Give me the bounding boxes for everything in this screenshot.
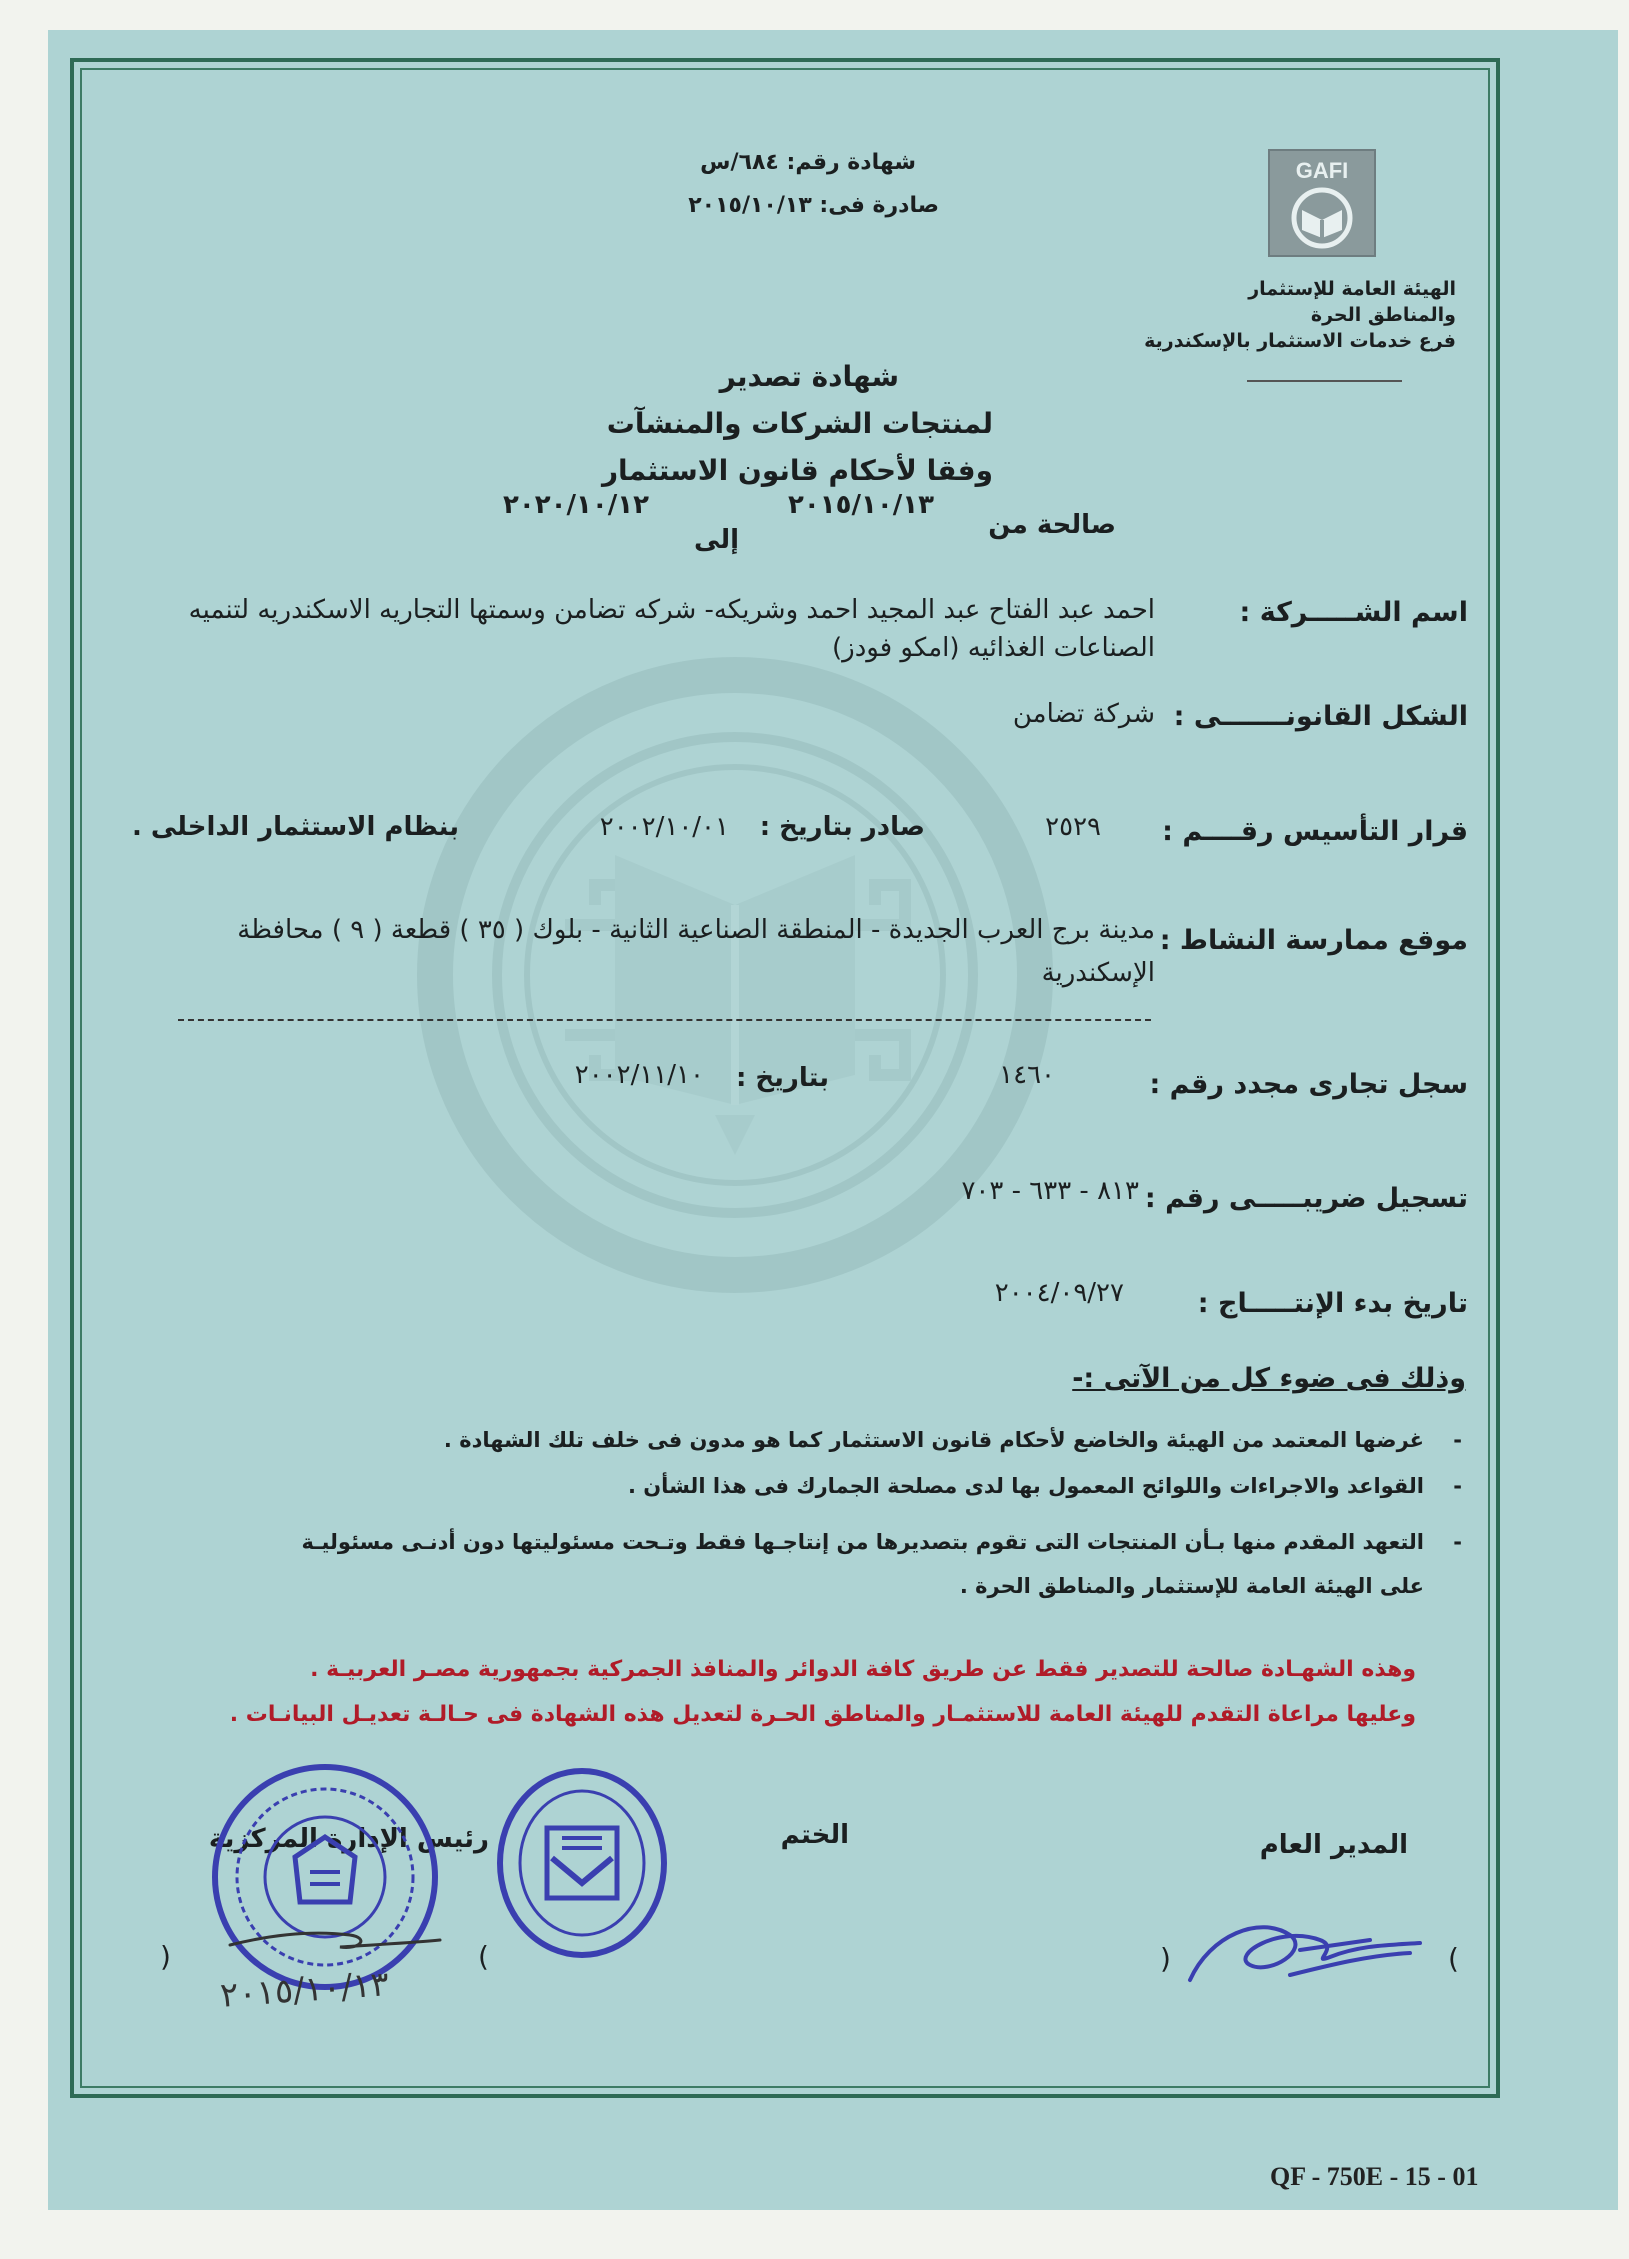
validity-to-date: ٢٠٢٠/١٠/١٢ xyxy=(503,490,649,520)
gm-signature-paren-left: ( xyxy=(1160,1942,1171,1975)
validity-from-date: ٢٠١٥/١٠/١٣ xyxy=(788,490,934,520)
gafi-logo xyxy=(1267,148,1377,258)
org-underline xyxy=(1247,380,1402,382)
investment-system: بنظام الاستثمار الداخلى . xyxy=(131,812,459,842)
certificate-subtitle: لمنتجات الشركات والمنشآت xyxy=(606,407,993,440)
official-stamp-icon xyxy=(492,1763,672,1963)
commercial-register-date-label: بتاريخ : xyxy=(735,1063,829,1093)
dashed-separator xyxy=(178,1019,1151,1021)
stamp-title: الختم xyxy=(780,1820,849,1850)
issue-date: صادرة فى: ٢٠١٥/١٠/١٣ xyxy=(688,193,939,218)
condition-bullet-1: - xyxy=(1453,1428,1462,1452)
commercial-register-date: ٢٠٠٢/١١/١٠ xyxy=(574,1060,704,1090)
tax-registration-number: ٨١٣ - ٦٣٣ - ٧٠٣ xyxy=(961,1176,1139,1206)
org-name-line1: الهيئة العامة للإستثمار xyxy=(1248,278,1456,300)
certificate-title: شهادة تصدير xyxy=(719,360,899,393)
certificate-law-reference: وفقا لأحكام قانون الاستثمار xyxy=(601,454,993,487)
conditions-heading: وذلك فى ضوء كل من الآتى :- xyxy=(1072,1363,1466,1394)
amendment-note: وعليها مراعاة التقدم للهيئة العامة للاستثمـار والمناطق الحـرة لتعديل هذه الشهادة فى حـالـة تعديـل البيانـات . xyxy=(229,1702,1416,1727)
watermark-seal-icon xyxy=(415,655,1055,1295)
validity-from-label: صالحة من xyxy=(988,510,1116,540)
condition-1: غرضها المعتمد من الهيئة والخاضع لأحكام قانون الاستثمار كما هو مدون فى خلف تلك الشهادة . xyxy=(443,1428,1424,1452)
establishment-date: ٢٠٠٢/١٠/٠١ xyxy=(599,812,729,842)
gafi-logo-text: GAFI xyxy=(1295,158,1349,183)
condition-3: التعهد المقدم منها بـأن المنتجات التى تقوم بتصديرها من إنتاجـها فقط وتـحت مسئوليتها دون أدنـى مسئوليـة xyxy=(301,1530,1424,1554)
legal-form-value: شركة تضامن xyxy=(1012,699,1155,729)
commercial-register-number: ١٤٦٠ xyxy=(999,1060,1055,1090)
central-admin-signature xyxy=(220,1905,450,1965)
handwritten-date: ٢٠١٥/١٠/١٣ xyxy=(218,1964,391,2016)
establishment-decision-label: قرار التأسيس رقــــم : xyxy=(1162,816,1468,847)
establishment-decision-number: ٢٥٢٩ xyxy=(1045,812,1101,842)
condition-3-cont: على الهيئة العامة للإستثمار والمناطق الحرة . xyxy=(959,1574,1424,1598)
general-manager-title: المدير العام xyxy=(1259,1830,1408,1860)
gm-signature-paren-right: ) xyxy=(1448,1942,1459,1975)
condition-bullet-2: - xyxy=(1453,1474,1462,1498)
tax-registration-label: تسجيل ضريبـــــى رقم : xyxy=(1144,1183,1468,1214)
org-name-line2: والمناطق الحرة xyxy=(1310,304,1456,326)
condition-bullet-3: - xyxy=(1453,1530,1462,1554)
commercial-register-label: سجل تجارى مجدد رقم : xyxy=(1149,1069,1468,1100)
company-name-value-cont: الصناعات الغذائيه (امكو فودز) xyxy=(832,633,1155,663)
central-admin-head-title: رئيس الإدارة المركزية xyxy=(208,1824,489,1854)
legal-form-label: الشكل القانونـــــــى : xyxy=(1173,701,1468,732)
activity-location-label: موقع ممارسة النشاط : xyxy=(1159,925,1468,956)
company-name-label: اسم الشـــــركة : xyxy=(1239,597,1468,628)
validity-note: وهذه الشهـادة صالحة للتصدير فقط عن طريق كافة الدوائر والمنافذ الجمركية بجمهورية مصـر العربيـة . xyxy=(310,1657,1416,1682)
central-admin-signature-paren-right: ) xyxy=(478,1940,489,1973)
org-branch-name: فرع خدمات الاستثمار بالإسكندرية xyxy=(1144,330,1456,352)
condition-2: القواعد والاجراءات واللوائح المعمول بها لدى مصلحة الجمارك فى هذا الشأن . xyxy=(627,1474,1424,1498)
production-start-date: ٢٠٠٤/٠٩/٢٧ xyxy=(994,1278,1124,1308)
activity-location-value: مدينة برج العرب الجديدة - المنطقة الصناعية الثانية - بلوك ( ٣٥ ) قطعة ( ٩ ) محافظة xyxy=(237,915,1155,945)
central-admin-signature-paren-left: ( xyxy=(160,1940,171,1973)
general-manager-signature xyxy=(1170,1895,1440,2005)
validity-to-label: إلى xyxy=(694,525,739,555)
activity-location-value-cont: الإسكندرية xyxy=(1041,958,1155,988)
gafi-logo-icon xyxy=(1267,148,1377,258)
form-code: QF - 750E - 15 - 01 xyxy=(1270,2162,1479,2191)
establishment-date-label: صادر بتاريخ : xyxy=(759,812,925,842)
certificate-number: شهادة رقم: ٦٨٤/س xyxy=(700,150,916,175)
company-name-value: احمد عبد الفتاح عبد المجيد احمد وشريكه- شركه تضامن وسمتها التجاريه الاسكندريه لتنميه xyxy=(188,595,1155,625)
production-start-label: تاريخ بدء الإنتـــــاج : xyxy=(1197,1288,1468,1319)
